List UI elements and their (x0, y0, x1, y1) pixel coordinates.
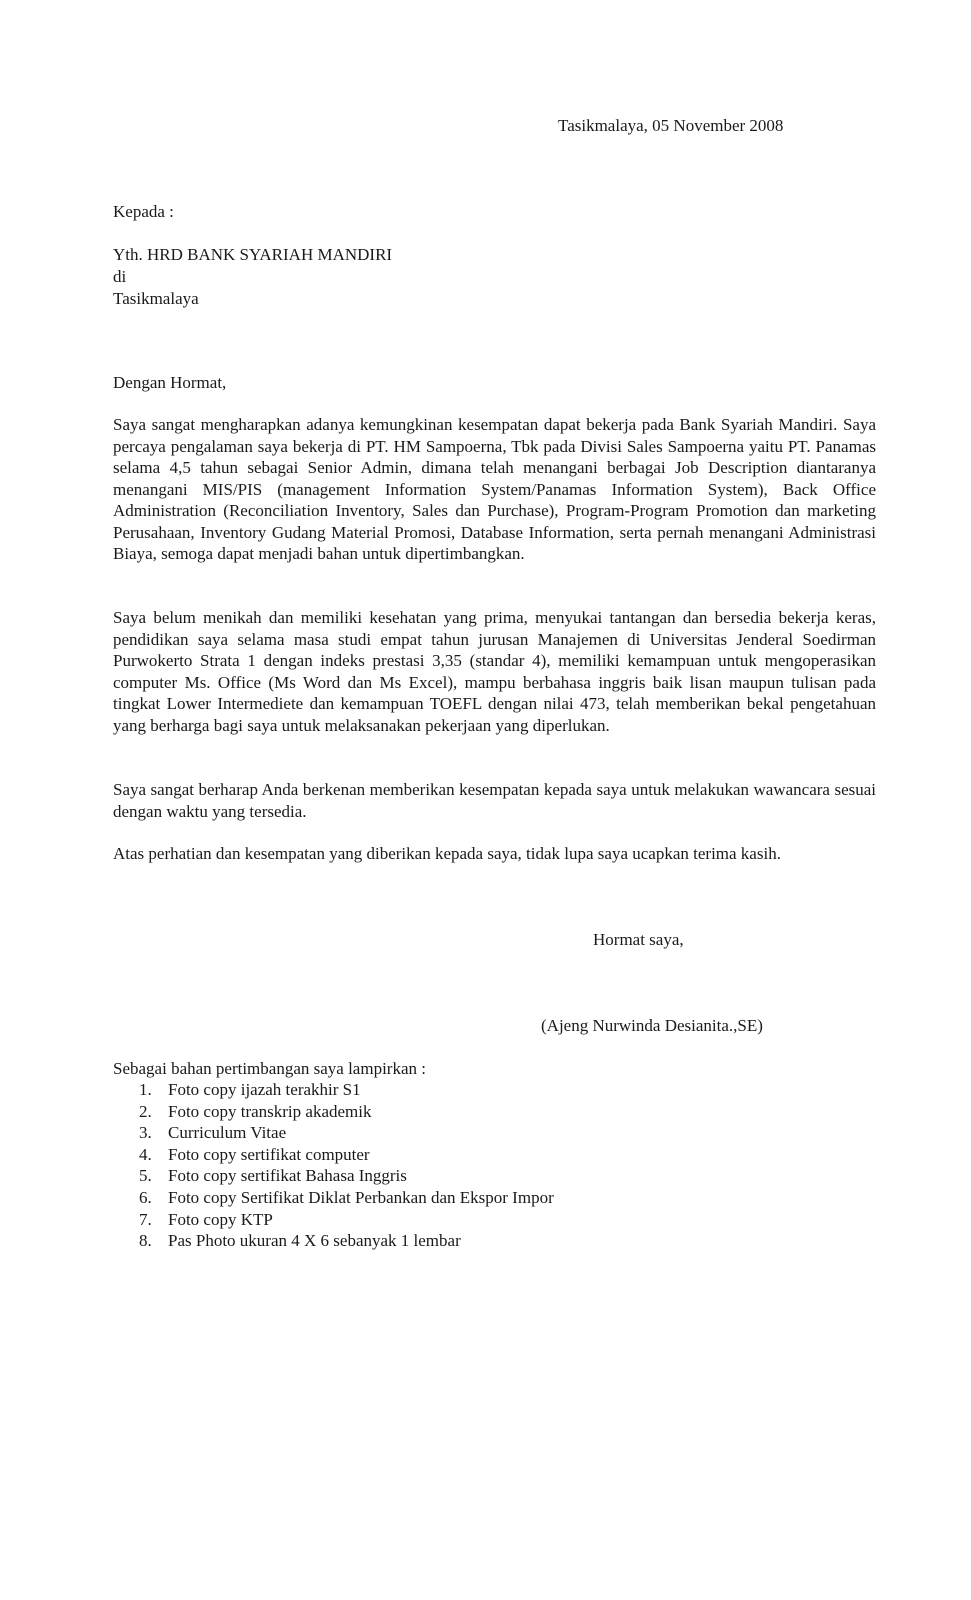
signer-name: (Ajeng Nurwinda Desianita.,SE) (541, 1016, 763, 1035)
recipient-block (113, 244, 392, 310)
to-label: Kepada : (113, 202, 174, 221)
body-paragraph-2: Saya belum menikah dan memiliki kesehatan yang prima, menyukai tantangan dan bersedia bekerja keras, pendidikan saya selama masa studi empat tahun jurusan Manajemen di Universitas Jenderal Soedirman Purwokerto Strata 1 dengan indeks prestasi 3,35 (standar 4), memiliki kemampuan untuk mengoperasikan computer Ms. Office (Ms Word dan Ms Excel), mampu berbahasa inggris baik lisan maupun tulisan pada tingkat Lower Intermediete dan kemampuan TOEFL dengan nilai 473, telah memberikan bekal pengetahuan yang berharga bagi saya untuk melaksanakan pekerjaan yang diperlukan. (113, 608, 876, 735)
attachment-item (113, 1101, 554, 1123)
attachment-text: Foto copy sertifikat Bahasa Inggris (168, 1166, 407, 1186)
body-paragraph-1: Saya sangat mengharapkan adanya kemungkinan kesempatan dapat bekerja pada Bank Syariah Mandiri. Saya percaya pengalaman saya bekerja di PT. HM Sampoerna, Tbk pada Divisi Sales Sampoerna yaitu PT. Panamas selama 4,5 tahun sebagai Senior Admin, dimana telah menangani berbagai Job Description diantaranya menangani MIS/PIS (management Information System/Panamas Information System), Back Office Administration (Reconciliation Inventory, Sales dan Purchase), Program-Program Promotion dan marketing Perusahaan, Inventory Gudang Material Promosi, Database Information, serta pernah menangani Administrasi Biaya, semoga dapat menjadi bahan untuk dipertimbangkan. (113, 415, 876, 563)
attachment-text: Foto copy KTP (168, 1209, 273, 1229)
attachment-item (113, 1209, 554, 1231)
attachment-number: 5. (139, 1166, 152, 1186)
recipient-line-3: Tasikmalaya (113, 289, 199, 308)
attachment-number: 8. (139, 1231, 152, 1251)
attachment-number: 6. (139, 1187, 152, 1207)
attachment-item (113, 1165, 554, 1187)
attachment-text: Foto copy transkrip akademik (168, 1101, 372, 1121)
closing: Hormat saya, (593, 930, 684, 949)
attachment-number: 4. (139, 1144, 152, 1164)
attachments-intro: Sebagai bahan pertimbangan saya lampirkan : (113, 1059, 426, 1078)
attachment-number: 3. (139, 1123, 152, 1143)
attachment-item (113, 1187, 554, 1209)
attachment-item (113, 1230, 554, 1252)
attachment-text: Curriculum Vitae (168, 1123, 287, 1143)
letter-date: Tasikmalaya, 05 November 2008 (558, 116, 784, 135)
attachment-number: 2. (139, 1101, 152, 1121)
salutation: Dengan Hormat, (113, 373, 227, 392)
attachment-number: 1. (139, 1080, 152, 1099)
attachment-text: Foto copy sertifikat computer (168, 1144, 370, 1164)
recipient-line-1: Yth. HRD BANK SYARIAH MANDIRI (113, 245, 393, 264)
attachments-list (113, 1079, 554, 1252)
attachment-number: 7. (139, 1209, 152, 1229)
body-paragraph-3: Saya sangat berharap Anda berkenan memberikan kesempatan kepada saya untuk melakukan wawancara sesuai dengan waktu yang tersedia. (113, 780, 876, 821)
recipient-line-2: di (113, 267, 127, 286)
attachment-item (113, 1144, 554, 1166)
attachment-text: Foto copy ijazah terakhir S1 (168, 1080, 361, 1099)
attachment-item (113, 1079, 554, 1101)
attachment-item (113, 1122, 554, 1144)
body-paragraph-4: Atas perhatian dan kesempatan yang diberikan kepada saya, tidak lupa saya ucapkan terima kasih. (113, 844, 781, 863)
attachment-text: Foto copy Sertifikat Diklat Perbankan dan Ekspor Impor (168, 1187, 554, 1207)
attachment-text: Pas Photo ukuran 4 X 6 sebanyak 1 lembar (168, 1231, 461, 1251)
